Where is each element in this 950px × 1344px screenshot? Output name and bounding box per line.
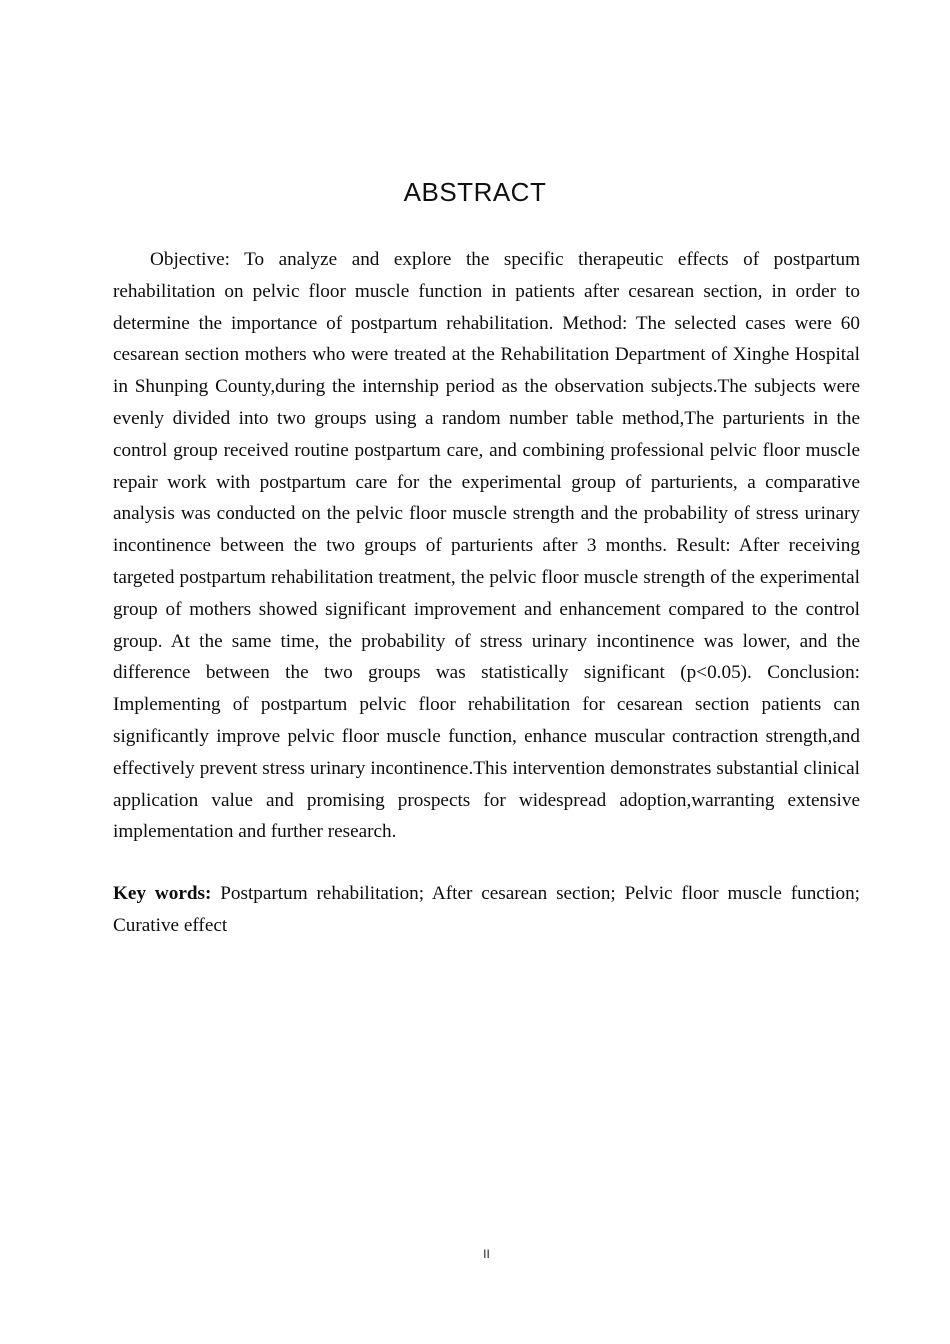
page-number: II [483,1247,490,1261]
abstract-paragraph: Objective: To analyze and explore the specific therapeutic effects of postpartum rehabilitation on pelvic floor muscle function in patients after cesarean section, in order to determine the importance of postpartum rehabilitation. Method: The selected cases were 60 cesarean section mothers who were treated at the Rehabilitation Department of Xinghe Hospital in Shunping County,during the internship period as the observation subjects.The subjects were evenly divided into two groups using a random number table method,The parturients in the control group received routine postpartum care, and combining professional pelvic floor muscle repair work with postpartum care for the experimental group of parturients, a comparative analysis was conducted on the pelvic floor muscle strength and the probability of stress urinary incontinence between the two groups of parturients after 3 months. Result: After receiving targeted postpartum rehabilitation treatment, the pelvic floor muscle strength of the experimental group of mothers showed significant improvement and enhancement compared to the control group. At the same time, the probability of stress urinary incontinence was lower, and the difference between the two groups was statistically significant (p<0.05). Conclusion: Implementing of postpartum pelvic floor rehabilitation for cesarean section patients can significantly improve pelvic floor muscle function, enhance muscular contraction strength,and effectively prevent stress urinary incontinence.This intervention demonstrates substantial clinical application value and promising prospects for widespread adoption,warranting extensive implementation and further research. [113,249,860,843]
keywords-paragraph [113,878,860,942]
keywords-label: Key words: [113,883,212,905]
keywords-text: Postpartum rehabilitation; After cesarean section; Pelvic floor muscle function; Curative effect [113,883,861,936]
page-content [113,244,860,942]
page-title: ABSTRACT [403,177,547,207]
